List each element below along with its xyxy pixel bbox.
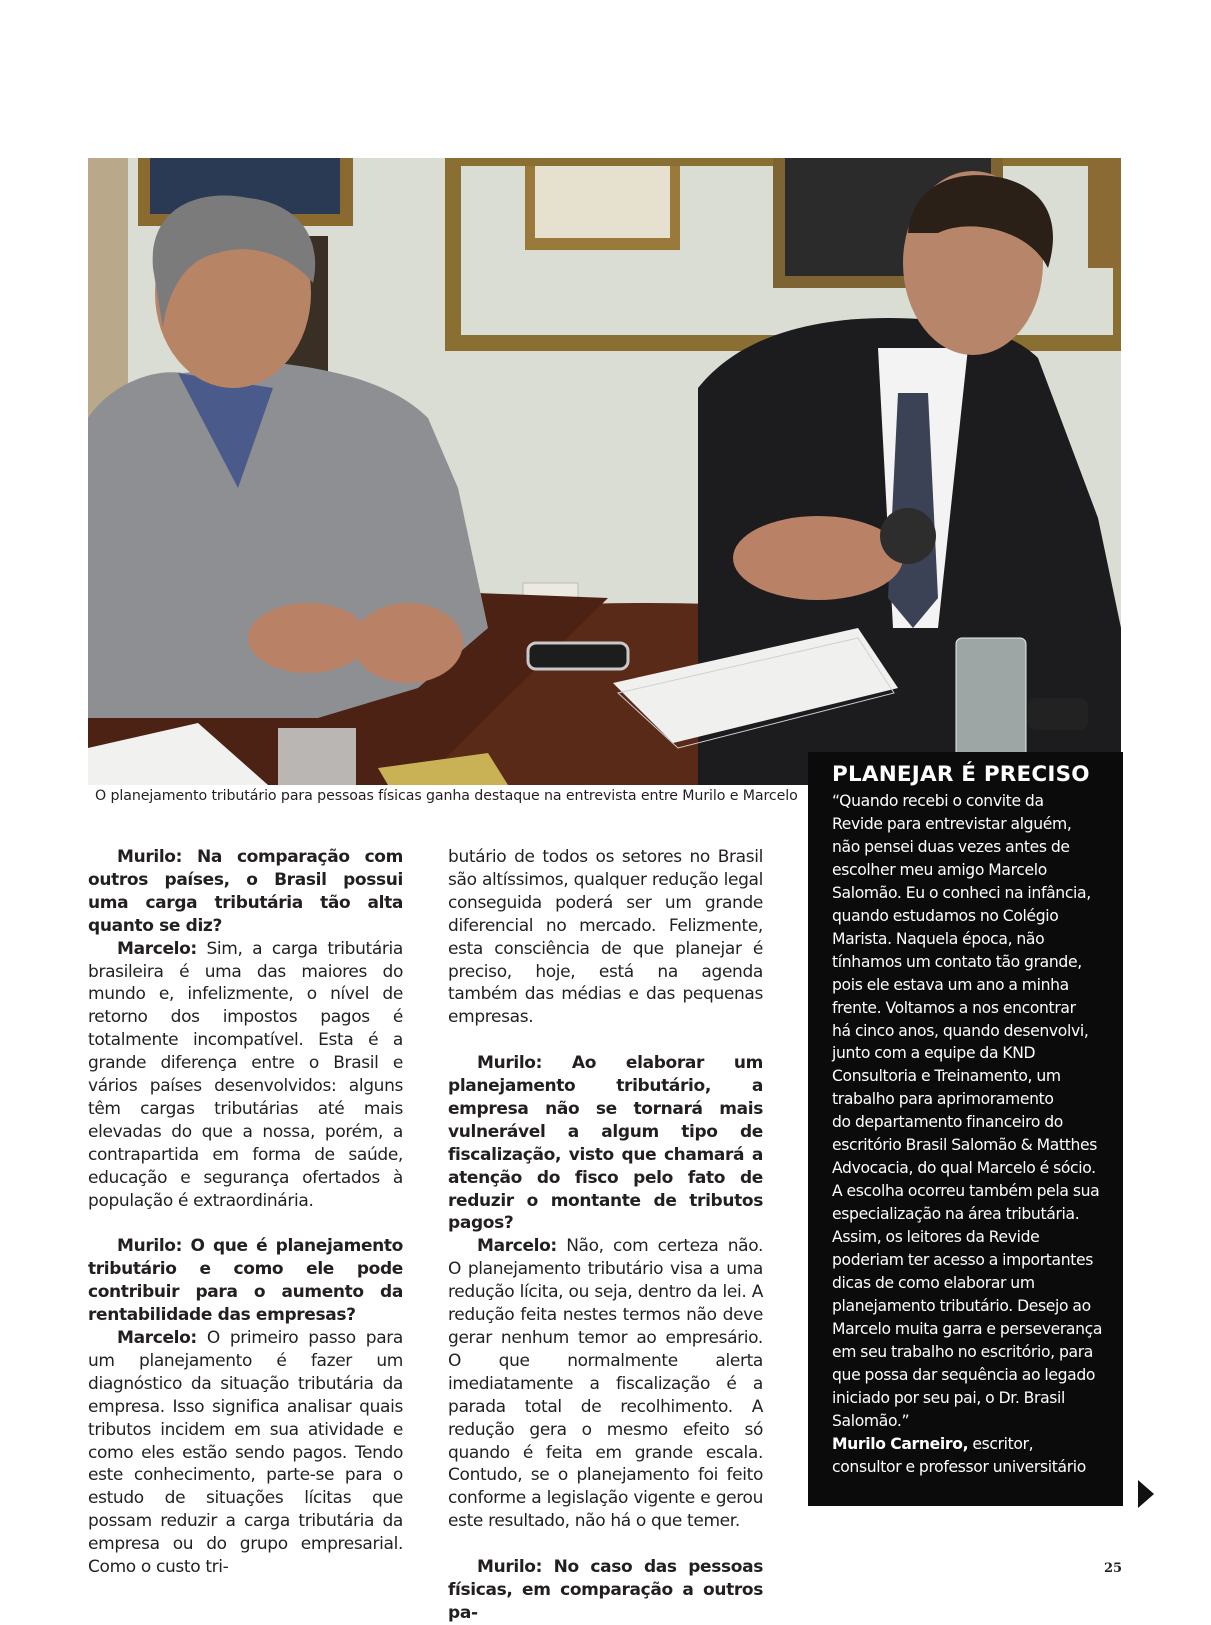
quote-line: Consultoria e Treinamento, um: [832, 1067, 1061, 1086]
quote-line: dicas de como elaborar um: [832, 1274, 1035, 1293]
quote-line: quando estudamos no Colégio: [832, 906, 1059, 925]
interview-question: Murilo: Na comparação com outros países, o Brasil possui uma carga tributária tão alta quanto se diz?: [88, 847, 403, 936]
quote-line: junto com a equipe da KND: [832, 1044, 1036, 1063]
next-page-arrow-icon: [1138, 1480, 1154, 1508]
author-role: escritor,: [968, 1434, 1034, 1453]
interview-answer: [448, 1235, 763, 1533]
quote-line: “Quando recebi o convite da: [832, 792, 1044, 810]
quote-line: Revide para entrevistar alguém,: [832, 814, 1072, 833]
quote-line: Salomão.”: [832, 1411, 910, 1430]
interview-answer: [88, 1327, 403, 1579]
author-name: Murilo Carneiro,: [832, 1434, 969, 1453]
interview-question: Murilo: Ao elaborar um planejamento tributário, a empresa não se tornará mais vulnerável a algum tipo de fiscalização, visto que chamará a atenção do fisco pelo fato de reduzir o montante de tributos pagos?: [448, 1053, 763, 1234]
sidebar-quote: [832, 790, 1101, 1479]
interview-answer: [88, 938, 403, 1213]
speaker-label: Marcelo:: [117, 1328, 197, 1349]
interview-question: Murilo: O que é planejamento tributário e como ele pode contribuir para o aumento da rentabilidade das empresas?: [88, 1236, 403, 1326]
quote-line: do departamento financeiro do: [832, 1113, 1064, 1132]
quote-line: em seu trabalho no escritório, para: [832, 1342, 1093, 1361]
quote-line: há cinco anos, quando desenvolvi,: [832, 1021, 1089, 1040]
quote-line: especialização na área tributária.: [832, 1205, 1080, 1224]
quote-author-role: consultor e professor universitário: [832, 1457, 1086, 1476]
quote-line: Salomão. Eu o conheci na infância,: [832, 883, 1091, 902]
quote-line: Marista. Naquela época, não: [832, 929, 1045, 948]
quote-line: poderiam ter acesso a importantes: [832, 1251, 1094, 1270]
quote-line: escolher meu amigo Marcelo: [832, 860, 1047, 879]
answer-text: Não, com certeza não. O planejamento tributário visa a uma redução lícita, ou seja, dentro da lei. A redução feita nestes termos não deve gerar nenhum temor ao empresário. O que normalmente alerta imediatamente a fiscalização é a parada total de recolhimento. A redução gera o mesmo efeito só quando é feita em grande escala. Contudo, se o planejamento foi feito conforme a legislação vigente e gerou este resultado, não há o que temer.: [448, 1236, 763, 1532]
quote-line: iniciado por seu pai, o Dr. Brasil: [832, 1388, 1066, 1407]
sidebar-title: PLANEJAR É PRECISO: [832, 762, 1090, 787]
speaker-label: Marcelo:: [117, 938, 197, 959]
answer-continuation: butário de todos os setores no Brasil são altíssimos, qualquer redução legal conseguida poderá ser um grande diferencial no mercado. Felizmente, esta consciência de que planejar é preciso, hoje, está na agenda também das médias e das pequenas empresas.: [448, 847, 763, 1028]
quote-line: Marcelo muita garra e perseverança: [832, 1319, 1103, 1338]
interview-question: Murilo: No caso das pessoas físicas, em comparação a outros pa-: [448, 1557, 763, 1623]
quote-line: escritório Brasil Salomão & Matthes: [832, 1136, 1098, 1155]
answer-text: Sim, a carga tributária brasileira é uma das maiores do mundo e, infelizmente, o nível de retorno dos impostos pagos é totalmente incompatível. Esta é a grande diferença entre o Brasil e vários países desenvolvidos: alguns têm cargas tributárias até mais elevadas do que a nossa, porém, a contrapartida em forma de saúde, educação e segurança ofertados à população é extraordinária.: [88, 938, 403, 1211]
interview-photo: [88, 158, 1121, 785]
quote-line: Advocacia, do qual Marcelo é sócio.: [832, 1159, 1096, 1178]
quote-line: não pensei duas vezes antes de: [832, 837, 1070, 856]
quote-line: que possa dar sequência ao legado: [832, 1365, 1096, 1384]
photo-caption: O planejamento tributário para pessoas físicas ganha destaque na entrevista entre Murilo e Marcelo: [95, 788, 798, 804]
quote-line: Assim, os leitores da Revide: [832, 1228, 1040, 1247]
quote-line: trabalho para aprimoramento: [832, 1090, 1054, 1109]
quote-line: A escolha ocorreu também pela sua: [832, 1182, 1100, 1201]
quote-author: [832, 1433, 1101, 1456]
sidebar-box: [808, 752, 1123, 1506]
page-number: 25: [1104, 1561, 1123, 1576]
speaker-label: Marcelo:: [477, 1236, 557, 1257]
quote-line: tínhamos um contato tão grande,: [832, 952, 1082, 971]
article-column-left: [88, 846, 403, 1579]
quote-line: planejamento tributário. Desejo ao: [832, 1296, 1091, 1315]
article-column-middle: [448, 846, 763, 1625]
quote-line: pois ele estava um ano a minha: [832, 975, 1069, 994]
quote-line: frente. Voltamos a nos encontrar: [832, 998, 1076, 1017]
answer-text: O primeiro passo para um planejamento é fazer um diagnóstico da situação tributária da empresa. Isso significa analisar quais tributos incidem em sua atividade e como eles estão sendo pagos. Tendo este conhecimento, parte-se para o estudo de situações lícitas que possam reduzir a carga tributária da empresa ou do grupo empresarial. Como o custo tri-: [88, 1328, 403, 1578]
